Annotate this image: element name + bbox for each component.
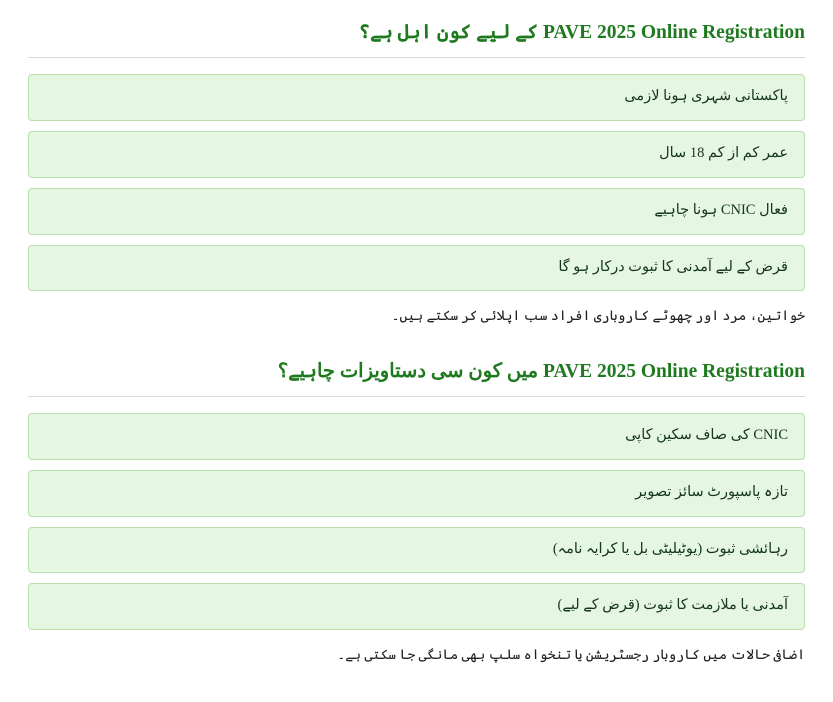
list-item: فعال CNIC ہونا چاہیے [28, 188, 805, 235]
list-item: رہائشی ثبوت (یوٹیلیٹی بل یا کرایہ نامہ) [28, 527, 805, 574]
documents-note: اضافی حالات میں کاروبار رجسٹریشن یا تنخواہ سلپ بھی مانگی جا سکتی ہے۔ [337, 647, 805, 663]
list-item: قرض کے لیے آمدنی کا ثبوت درکار ہو گا [28, 245, 805, 292]
list-item: CNIC کی صاف سکین کاپی [28, 413, 805, 460]
section-heading-documents: PAVE 2025 Online Registration میں کون سی دستاویزات چاہیے؟ [28, 353, 805, 397]
list-item: پاکستانی شہری ہونا لازمی [28, 74, 805, 121]
documents-list [28, 413, 805, 630]
list-item: عمر کم از کم 18 سال [28, 131, 805, 178]
section-documents [28, 353, 805, 666]
list-item: آمدنی یا ملازمت کا ثبوت (قرض کے لیے) [28, 583, 805, 630]
section-heading-eligibility: PAVE 2025 Online Registration کے لیے کون اہل ہے؟ [28, 14, 805, 58]
list-item: تازہ پاسپورٹ سائز تصویر [28, 470, 805, 517]
section-eligibility [28, 14, 805, 327]
eligibility-note: خواتین، مرد اور چھوٹے کاروباری افراد سب اپلائی کر سکتے ہیں۔ [391, 308, 805, 324]
eligibility-list [28, 74, 805, 291]
